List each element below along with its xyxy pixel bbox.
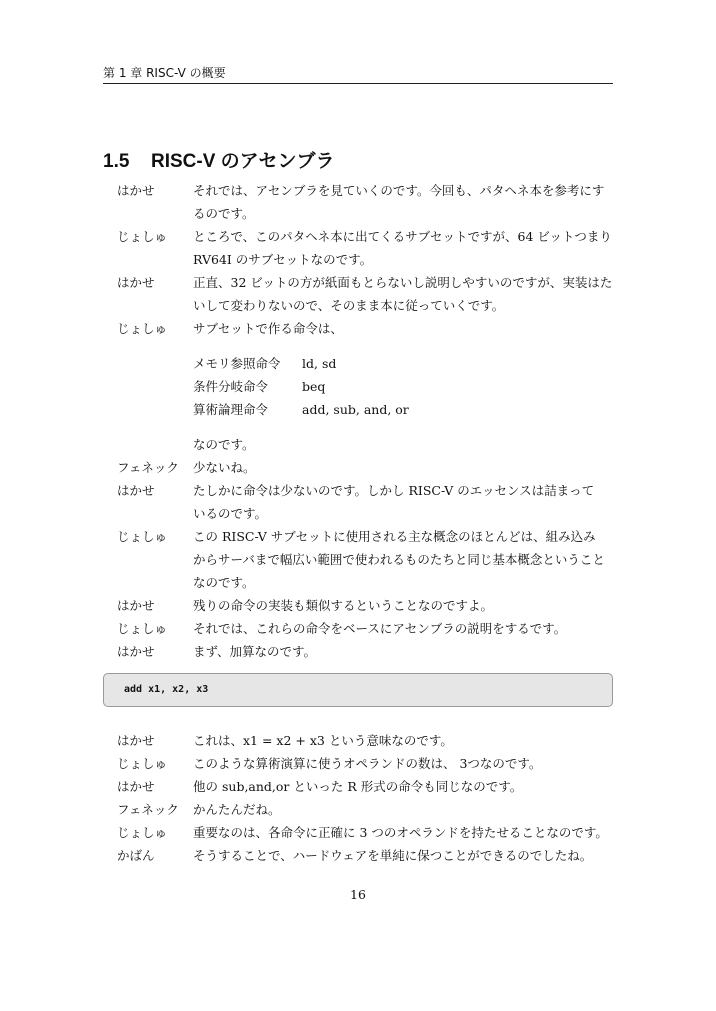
dialogue-text [193,525,617,594]
speaker-name: かばん [117,848,155,863]
text-line: 正直、32 ビットの方が紙面もとらないし説明しやすいのですが、実装はた [193,275,613,290]
dialogue-text [193,594,617,617]
text-line: 少ないね。 [193,460,256,475]
dialogue-block-1 [117,179,617,340]
dialogue-row [117,525,617,594]
running-header [103,64,613,84]
text-line: いして変わりないので、そのまま本に従っていくです。 [193,298,505,313]
dialogue-row [117,456,617,479]
dialogue-text [193,225,617,271]
dialogue-row [117,775,617,798]
dialogue-row [117,179,617,225]
dialogue-text [193,640,617,663]
speaker-name [117,433,193,456]
speaker-name: はかせ [117,483,155,498]
text-line: なのです。 [193,437,255,452]
speaker-name: はかせ [117,733,155,748]
speaker-name: フェネック [117,460,179,475]
speaker-name: じょしゅ [117,756,168,771]
code-block [103,673,613,707]
dialogue-row [117,225,617,271]
dialogue-row [117,594,617,617]
instruction-category: 算術論理命令 [193,402,269,417]
dialogue-text [193,752,617,775]
text-line: この RISC-V サブセットに使用される主な概念のほとんどは、組み込み [193,529,596,544]
dialogue-row [117,433,617,456]
text-line: るのです。 [193,206,255,221]
speaker-name: じょしゅ [117,229,168,244]
dialogue-block-3 [117,729,617,867]
text-line: それでは、アセンブラを見ていくのです。今回も、パタヘネ本を参考にす [193,183,605,198]
instruction-ops: ld, sd [302,356,337,371]
text-line: そうすることで、ハードウェアを単純に保つことができるのでしたね。 [193,848,593,863]
dialogue-row [117,640,617,663]
text-line: たしかに命令は少ないのです。しかし RISC-V のエッセンスは詰まって [193,483,595,498]
section-number: 1.5 [103,151,130,172]
text-line: このような算術演算に使うオペランドの数は、 3つなのです。 [193,756,542,771]
dialogue-block-2 [117,433,617,663]
dialogue-row [117,798,617,821]
speaker-name: はかせ [117,644,155,659]
section-title [103,146,334,173]
dialogue-text [193,821,617,844]
instruction-ops: add, sub, and, or [302,402,409,417]
text-line: 重要なのは、各命令に正確に 3 つのオペランドを持たせることなのです。 [193,825,608,840]
instruction-ops: beq [302,379,326,394]
text-line: なのです。 [193,575,255,590]
dialogue-row [117,271,617,317]
dialogue-row [117,317,617,340]
speaker-name: じょしゅ [117,529,168,544]
dialogue-row [117,844,617,867]
text-line: ところで、このパタヘネ本に出てくるサブセットですが、64 ビットつまり [193,229,612,244]
text-line: 他の sub,and,or といった R 形式の命令も同じなのです。 [193,779,523,794]
text-line: サブセットで作る命令は、 [193,321,343,336]
text-line: いるのです。 [193,506,268,521]
text-line: これは、x1 = x2 + x3 という意味なのです。 [193,733,453,748]
dialogue-text [193,179,617,225]
text-line: かんたんだね。 [193,802,281,817]
section-title-text: RISC-V のアセンブラ [151,151,335,172]
instruction-list [193,352,409,421]
dialogue-row [117,617,617,640]
dialogue-text [193,729,617,752]
dialogue-row [117,752,617,775]
speaker-name: じょしゅ [117,621,168,636]
speaker-name: はかせ [117,598,155,613]
dialogue-text [193,317,617,340]
instruction-category: メモリ参照命令 [193,356,281,371]
instruction-row [193,398,409,421]
dialogue-text [193,775,617,798]
dialogue-text [193,844,617,867]
dialogue-text [193,456,617,479]
speaker-name: フェネック [117,802,179,817]
text-line: それでは、これらの命令をベースにアセンブラの説明をするです。 [193,621,567,636]
instruction-row [193,352,409,375]
speaker-name: じょしゅ [117,321,168,336]
dialogue-text [193,433,617,456]
text-line: 残りの命令の実装も類似するということなのですよ。 [193,598,494,613]
text-line: RV64I のサブセットなのです。 [193,252,373,267]
dialogue-row [117,729,617,752]
page-number: 16 [350,887,366,902]
chapter-label: 第 1 章 RISC-V の概要 [103,66,226,80]
code-text: add x1, x2, x3 [124,684,209,695]
speaker-name: はかせ [117,183,155,198]
text-line: まず、加算なのです。 [193,644,317,659]
text-line: からサーバまで幅広い範囲で使われるものたちと同じ基本概念ということ [193,552,605,567]
dialogue-text [193,271,617,317]
speaker-name: はかせ [117,275,155,290]
dialogue-text [193,798,617,821]
dialogue-row [117,479,617,525]
instruction-category: 条件分岐命令 [193,379,269,394]
instruction-row [193,375,409,398]
dialogue-text [193,479,617,525]
dialogue-text [193,617,617,640]
dialogue-row [117,821,617,844]
speaker-name: じょしゅ [117,825,168,840]
speaker-name: はかせ [117,779,155,794]
